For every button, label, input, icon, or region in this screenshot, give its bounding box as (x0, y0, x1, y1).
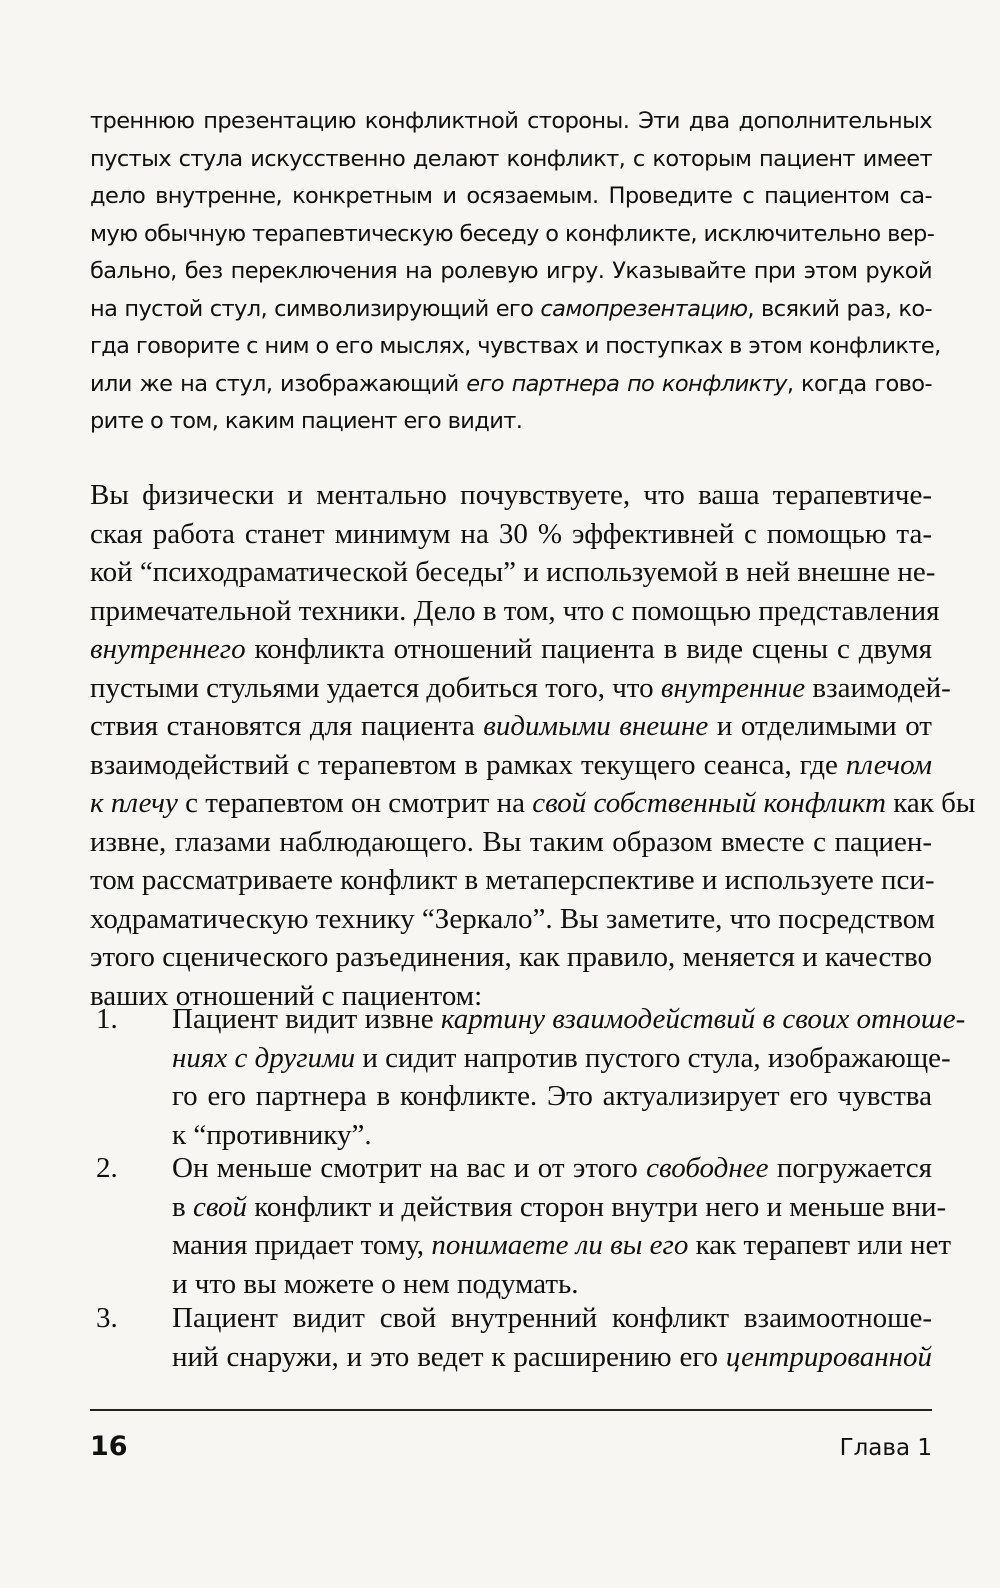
text-run: ходраматическую технику “Зеркало”. Вы заметите, что посредством (90, 902, 936, 935)
text-line (90, 669, 951, 708)
text-line (172, 1338, 932, 1377)
italic-run: свой (192, 1190, 248, 1223)
text-line (90, 938, 932, 977)
text-run: мания придает тому, (172, 1229, 432, 1261)
text-run: и отделимыми от (708, 710, 932, 742)
text-line (90, 476, 932, 515)
text-run: и что вы можете о нем подумать. (172, 1267, 579, 1300)
text-run: к “противнику”. (172, 1118, 372, 1151)
text-line (90, 178, 932, 216)
text-line (172, 1299, 932, 1338)
text-run: извне, глазами наблюдающего. Вы таким образом вместе с пациен- (90, 825, 932, 858)
italic-run: видимыми внешне (483, 710, 709, 742)
italic-run: плечом (845, 748, 932, 781)
text-run: как бы (885, 787, 976, 819)
italic-run: к плечу (90, 787, 178, 819)
text-run: го его партнера в конфликте. Это актуализирует его чувства (172, 1080, 932, 1112)
text-run: пустыми стульями удается добиться того, что (90, 671, 661, 704)
text-line (90, 403, 932, 441)
text-run: пустых стула искусственно делают конфликт, с которым пациент имеет (90, 145, 932, 172)
text-line (90, 141, 932, 179)
italic-run: внутренние (660, 671, 806, 704)
italic-run: самопрезентацию (540, 295, 748, 322)
text-run: дело внутренне, конкретным и осязаемым. Проведите с пациентом са- (90, 183, 932, 209)
text-line (90, 553, 936, 592)
list-item-text (172, 1149, 952, 1303)
paragraph-2 (90, 476, 976, 1015)
text-run: конфликт и действия сторон внутри него и меньше вни- (247, 1190, 947, 1223)
text-line (90, 630, 932, 669)
text-line (90, 515, 932, 554)
text-run: мую обычную терапевтическую беседу о конфликте, исключительно вер- (90, 220, 935, 247)
list-item-text (172, 1299, 932, 1376)
text-run: как терапевт или нет (688, 1229, 952, 1261)
text-run: взаимодей- (805, 671, 951, 704)
text-run: кой “психодраматической беседы” и используемой в ней внешне не- (90, 556, 936, 588)
list-number: 1. (96, 1003, 118, 1035)
list-number: 3. (96, 1302, 118, 1334)
text-run: рите о том, каким пациент его видит. (90, 408, 523, 434)
text-line (90, 784, 976, 823)
text-run: этого сценического разъединения, как правило, меняется и качество (90, 941, 932, 973)
text-line (90, 592, 940, 631)
paragraph-1 (90, 103, 941, 441)
text-line (90, 328, 941, 366)
text-line (172, 1188, 947, 1227)
text-run: примечательной техники. Дело в том, что с помощью представления (90, 594, 940, 627)
footer-rule (90, 1409, 932, 1411)
text-run: погружается (768, 1152, 933, 1184)
text-run: ний снаружи, и это ведет к расширению его (172, 1340, 726, 1373)
text-run: Пациент видит свой внутренний конфликт взаимоотноше- (172, 1302, 932, 1334)
text-run: Он меньше смотрит на вас и от этого (172, 1152, 647, 1184)
text-run: ская работа станет минимум на 30 % эффективней с помощью та- (90, 517, 932, 550)
page-number: 16 (90, 1431, 128, 1462)
text-run: Пациент видит извне (172, 1003, 441, 1035)
italic-run: картину взаимодействий в своих отноше- (440, 1003, 966, 1035)
text-run: Вы физически и ментально почувствуете, что ваша терапевтиче- (90, 479, 932, 511)
list-number: 2. (96, 1152, 118, 1184)
text-line (90, 861, 935, 900)
text-line (90, 900, 936, 939)
text-run: конфликта отношений пациента в виде сцены с двумя (245, 633, 932, 665)
italic-run: центрированной (725, 1340, 932, 1373)
text-line (172, 1000, 966, 1039)
text-line (172, 1226, 952, 1265)
text-run: треннюю презентацию конфликтной стороны. Эти два дополнительных (90, 108, 932, 134)
italic-run: внутреннего (90, 633, 246, 665)
text-line (90, 253, 932, 291)
running-head: Глава 1 (839, 1435, 932, 1461)
text-line (172, 1265, 932, 1304)
text-line (90, 746, 932, 785)
text-line (172, 1077, 932, 1116)
text-run: в (172, 1190, 193, 1223)
text-run: ваших отношений с пациентом: (90, 979, 483, 1012)
italic-run: его партнера по конфликту (466, 370, 787, 397)
text-line (172, 1149, 932, 1188)
italic-run: свой собственный конфликт (532, 787, 886, 819)
text-line (90, 707, 932, 746)
italic-run: ниях с другими (172, 1041, 356, 1074)
italic-run: свободнее (646, 1152, 769, 1184)
text-line (90, 366, 932, 404)
text-run: , всякий раз, ко- (747, 295, 932, 322)
list-item-text (172, 1000, 966, 1154)
text-line (90, 216, 935, 254)
text-run: ствия становятся для пациента (90, 710, 484, 742)
italic-run: понимаете ли вы его (431, 1229, 689, 1261)
text-line (90, 291, 932, 329)
text-run: взаимодействий с терапевтом в рамках текущего сеанса, где (90, 748, 846, 781)
text-run: том рассматриваете конфликт в метаперспективе и используете пси- (90, 864, 935, 896)
text-line (90, 103, 932, 141)
text-run: или же на стул, изображающий (90, 370, 467, 397)
text-run: с терапевтом он смотрит на (177, 787, 533, 819)
text-line (172, 1039, 951, 1078)
text-run: и сидит напротив пустого стула, изображающе- (355, 1041, 951, 1074)
text-run: на пустой стул, символизирующий его (90, 295, 541, 322)
text-run: бально, без переключения на ролевую игру. Указывайте при этом рукой (90, 258, 932, 284)
text-line (90, 823, 932, 862)
text-run: гда говорите с ним о его мыслях, чувствах и поступках в этом конфликте, (90, 333, 941, 359)
text-run: , когда гово- (786, 370, 932, 397)
